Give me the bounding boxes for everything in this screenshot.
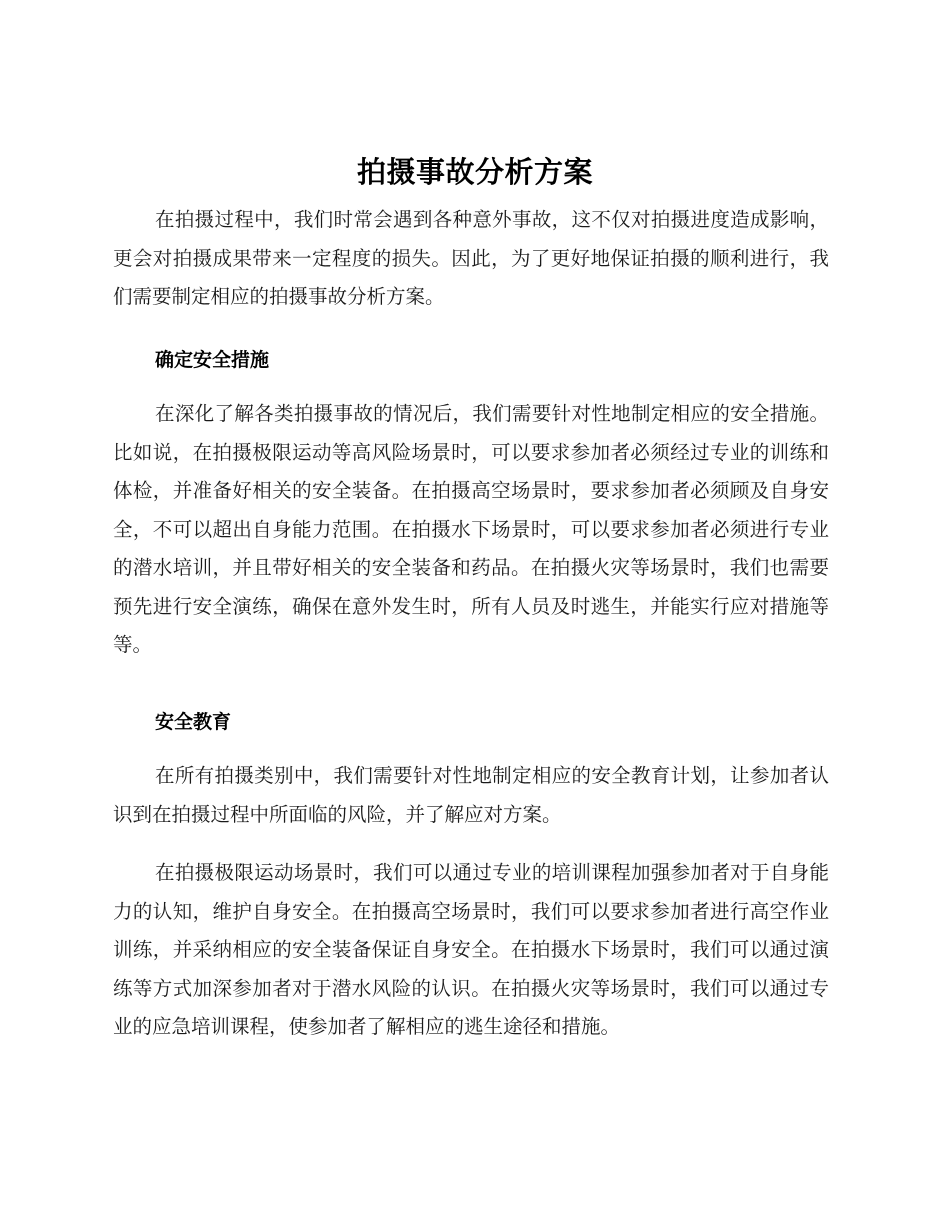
document-title: 拍摄事故分析方案 [356,155,593,189]
section-heading-safety-education: 安全教育 [155,711,232,733]
intro-paragraph: 在拍摄过程中，我们时常会遇到各种意外事故，这不仅对拍摄进度造成影响，更会对拍摄成果带来一定程度的损失。因此，为了更好地保证拍摄的顺利进行，我们需要制定相应的拍摄事故分析方案。 [113,208,829,308]
safety-measures-paragraph: 在深化了解各类拍摄事故的情况后，我们需要针对性地制定相应的安全措施。比如说，在拍摄极限运动等高风险场景时，可以要求参加者必须经过专业的训练和体检，并准备好相关的安全装备。在拍摄高空场景时，要求参加者必须顾及自身安全，不可以超出自身能力范围。在拍摄水下场景时，可以要求参加者必须进行专业的潜水培训，并且带好相关的安全装备和药品。在拍摄火灾等场景时，我们也需要预先进行安全演练，确保在意外发生时，所有人员及时逃生，并能实行应对措施等等。 [113,402,829,656]
safety-education-paragraph-2: 在拍摄极限运动场景时，我们可以通过专业的培训课程加强参加者对于自身能力的认知，维护自身安全。在拍摄高空场景时，我们可以要求参加者进行高空作业训练，并采纳相应的安全装备保证自身安全。在拍摄水下场景时，我们可以通过演练等方式加深参加者对于潜水风险的认识。在拍摄火灾等场景时，我们可以通过专业的应急培训课程，使参加者了解相应的逃生途径和措施。 [113,861,829,1038]
section-heading-safety-measures: 确定安全措施 [155,349,270,371]
safety-education-paragraph-1: 在所有拍摄类别中，我们需要针对性地制定相应的安全教育计划，让参加者认识到在拍摄过程中所面临的风险，并了解应对方案。 [113,764,829,826]
